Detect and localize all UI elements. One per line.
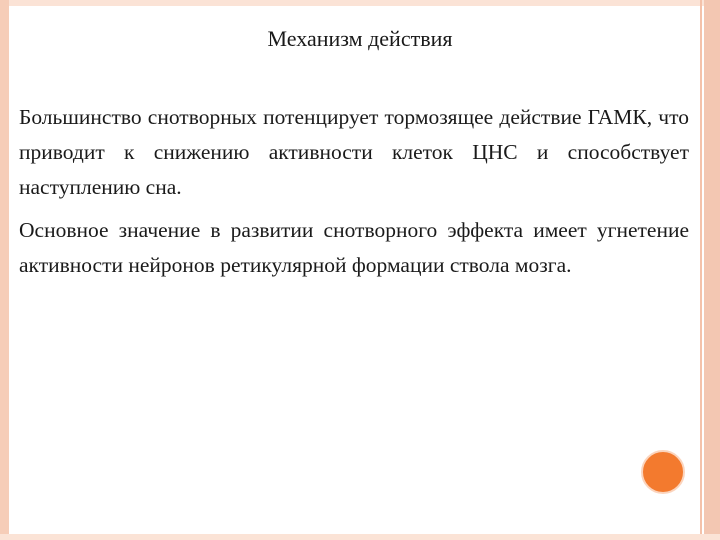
frame-top-border: [0, 0, 720, 6]
slide-title: Механизм действия: [267, 26, 453, 51]
slide-body: [19, 100, 689, 291]
paragraph-main-effect: Основное значение в развитии снотворного эффекта имеет угнетение активности нейронов ретикулярной формации ствола мозга.: [19, 218, 689, 277]
paragraph-mechanism: Большинство снотворных потенцирует тормозящее действие ГАМК, что приводит к снижению активности клеток ЦНС и способствует наступлению сна.: [19, 105, 689, 199]
frame-right-border: [704, 0, 720, 540]
frame-right-line: [700, 0, 702, 540]
decorative-circle: [641, 450, 685, 494]
frame-bottom-border: [0, 534, 720, 540]
frame-left-border: [0, 0, 9, 540]
